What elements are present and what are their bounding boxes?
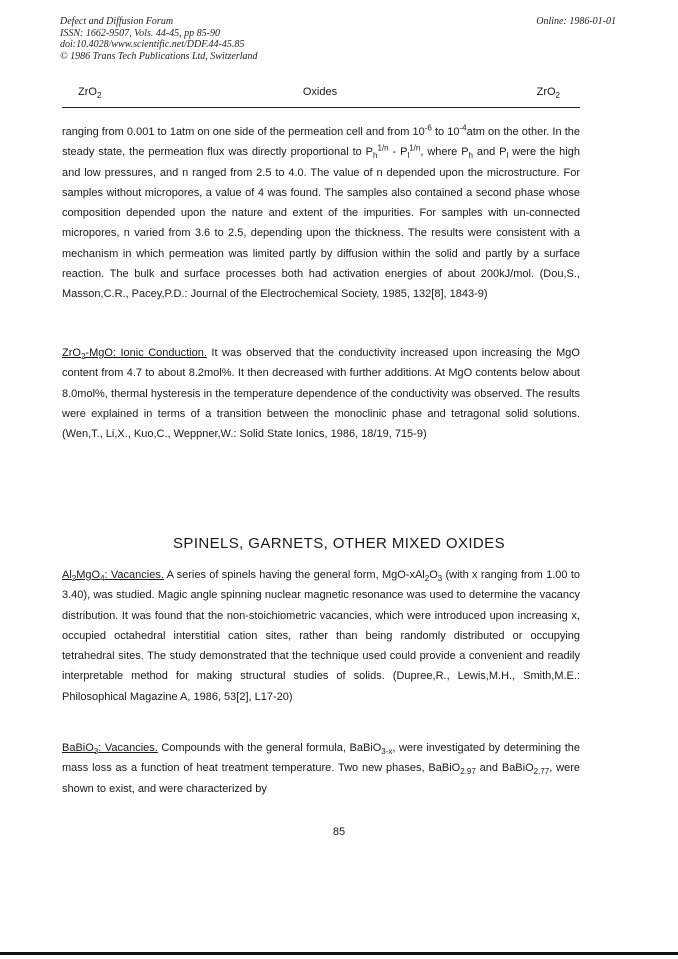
page-number: 85 (332, 826, 346, 838)
issn-line: ISSN: 1662-9507, Vols. 44-45, pp 85-90 (60, 27, 220, 39)
paragraph-zro2-mgo: ZrO$_2$-MgO: Ionic Conduction. It was observed that the conductivity increased upon increasing the MgO content from 4.7 to about 8.2mol%. It then decreased with further additions. At MgO contents below about 8.0mol%, thermal hysteresis in the temperature dependence of the conductivity was observed. The results were explained in terms of a transition between the monoclinic phase and tetragonal solid solutions. (Wen,T., Li,X., Kuo,C., Weppner,W.: Solid State Ionics, 1986, 18/19, 715-9) (62, 347, 580, 441)
paragraph-babio3: BaBiO$_3$: Vacancies. Compounds with the general formula, BaBiO$_{3-x}$, were investigated by determining the mass loss as a function of heat treatment temperature. Two new phases, BaBiO$_{2.97}$ and BaBiO$_{2.77}$, were shown to exist, and were characterized by (62, 742, 580, 795)
publication-metadata (60, 16, 258, 62)
paragraph-permeation: ranging from 0.001 to 1atm on one side of the permeation cell and from $10^{-6}$ to $10^{-4}atm$ on the other. In the steady state, the permeation flux was directly proportional to $P_h^{1/n} - P_l^{1/n}$, where $P_h$ and $P_l$ were the high and low pressures, and n ranged from 2.5 to 4.0. The value of n depended upon the microstructure. For samples without micropores, a value of 4 was found. The samples also contained a second phase whose composition depended upon the nature and extent of the impurities. For samples with un-connected micropores, n varied from 3.6 to 2.5, depending upon the thickness. The results were consistent with a mechanism in which permeation was limited partly by diffusion within the solid and partly by a surface reaction. The bulk and surface processes both had activation energies of about 200kJ/mol. (Dou,S., Masson,C.R., Pacey,P.D.: Journal of the Electrochemical Society, 1985, 132[8], 1843-9) (62, 123, 580, 301)
entry-title-al2mgo4: $Al_2MgO_4$: Vacancies. (62, 569, 164, 584)
running-head-center: Oxides (302, 86, 338, 98)
running-head-left: ZrO$_2$ (78, 86, 102, 101)
paragraph-al2mgo4: $Al_2MgO_4$: Vacancies. A series of spinels having the general form, MgO-$xAl_2O_3$ (with x ranging from 1.00 to 3.40), was studied. Magic angle spinning nuclear magnetic resonance was used to determine the vacancy distribution. It was found that the non-stoichiometric vacancies, which were introduced upon increasing x, occupied octahedral interstitial cation sites, rather than being randomly distributed or occupying tetrahedral sites. The study demonstrated that the technique used could provide a convenient and readily interpretable method for making structural studies of solids. (Dupree,R., Lewis,M.H., Smith,M.E.: Philosophical Magazine A, 1986, 53[2], L17-20) (62, 569, 581, 703)
running-head (62, 86, 578, 102)
doi-line[interactable]: doi:10.4028/www.scientific.net/DDF.44-45.85 (60, 39, 245, 50)
footer-rule (0, 952, 678, 955)
journal-name: Defect and Diffusion Forum (60, 16, 174, 27)
copyright-line: © 1986 Trans Tech Publications Ltd, Switzerland (60, 50, 258, 62)
header-rule (62, 107, 580, 108)
online-date: Online: 1986-01-01 (536, 16, 616, 27)
section-heading: SPINELS, GARNETS, OTHER MIXED OXIDES (173, 535, 505, 552)
entry-title-zro2-mgo: ZrO$_2$-MgO: Ionic Conduction. (62, 347, 207, 362)
entry-title-babio3: BaBiO$_3$: Vacancies. (62, 742, 158, 757)
running-head-right: ZrO$_2$ (536, 86, 560, 101)
